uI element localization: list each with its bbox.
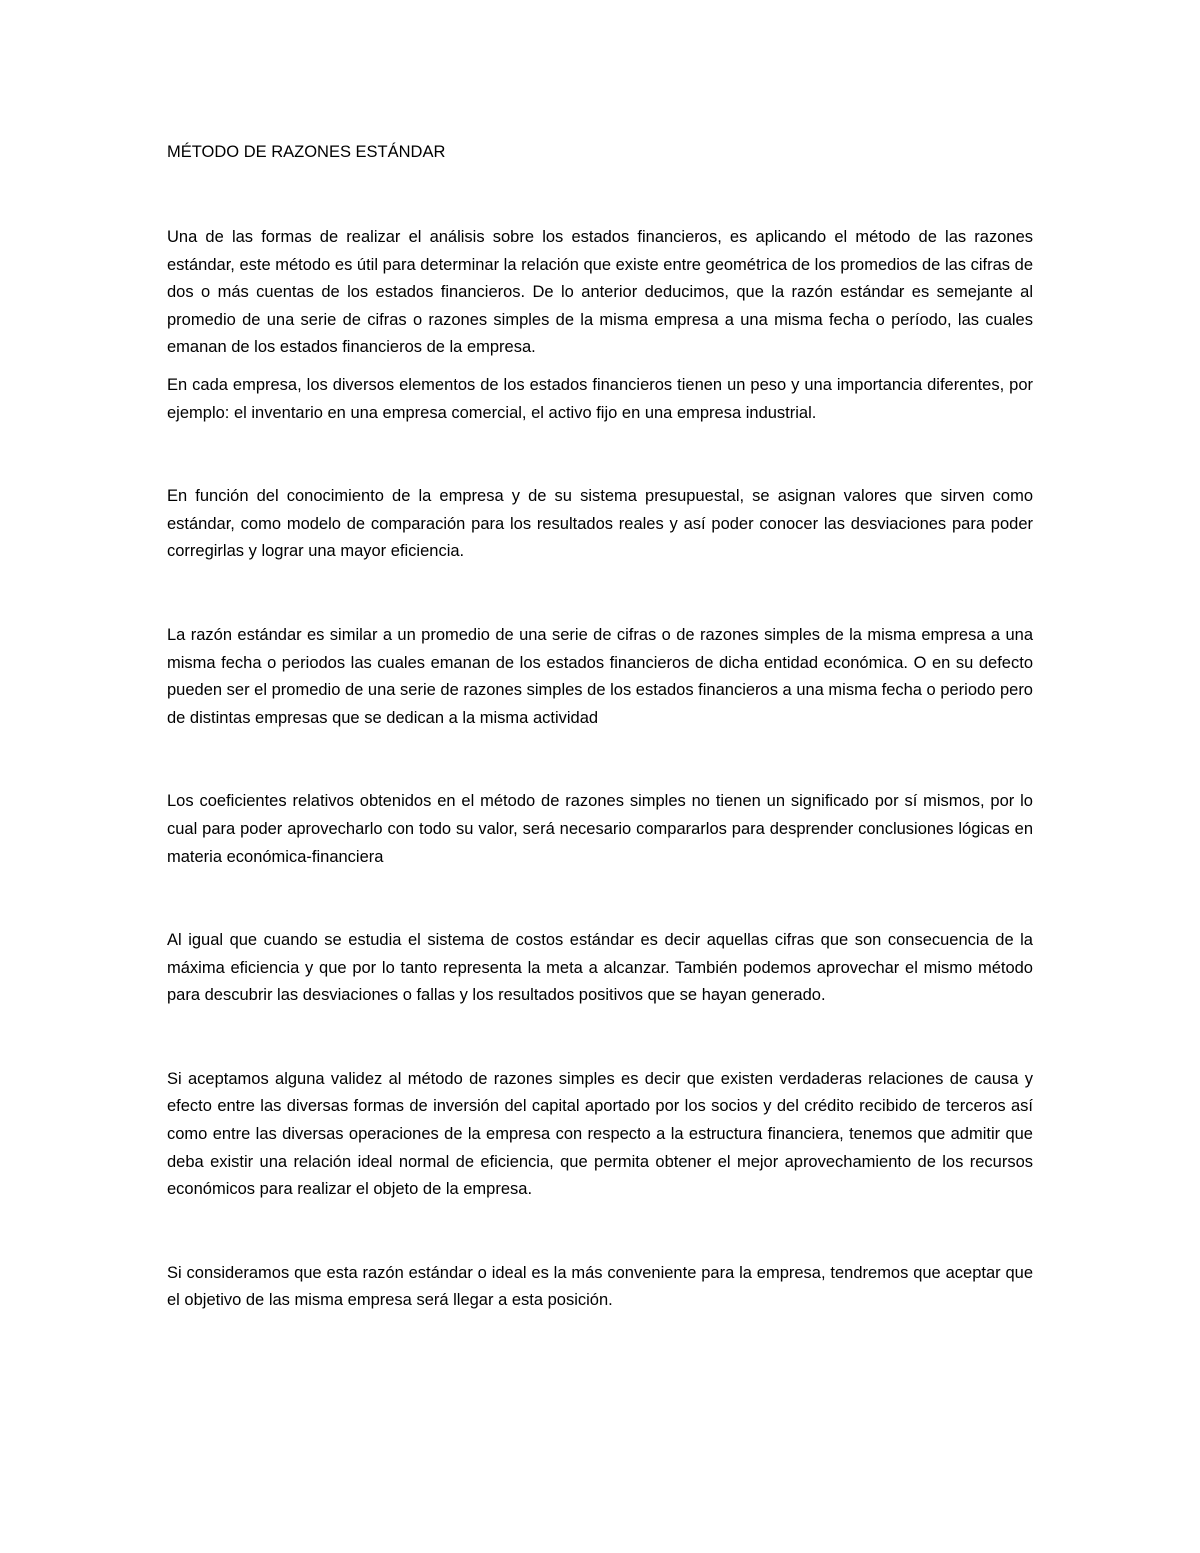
document-body	[167, 138, 1033, 1315]
paragraph-3: En función del conocimiento de la empresa y de su sistema presupuestal, se asignan valores que sirven como estándar, como modelo de comparación para los resultados reales y así poder conocer las desviaciones para poder corregirlas y lograr una mayor eficiencia.	[167, 487, 1033, 561]
document-title: MÉTODO DE RAZONES ESTÁNDAR	[167, 143, 446, 161]
paragraph-5: Los coeficientes relativos obtenidos en el método de razones simples no tienen un significado por sí mismos, por lo cual para poder aprovecharlo con todo su valor, será necesario compararlos para desprender conclusiones lógicas en materia económica-financiera	[167, 792, 1033, 866]
paragraph-4: La razón estándar es similar a un promedio de una serie de cifras o de razones simples de la misma empresa a una misma fecha o periodos las cuales emanan de los estados financieros de dicha entidad económica. O en su defecto pueden ser el promedio de una serie de razones simples de los estados financieros a una misma fecha o periodo pero de distintas empresas que se dedican a la misma actividad	[167, 625, 1033, 727]
paragraph-7: Si aceptamos alguna validez al método de razones simples es decir que existen verdaderas relaciones de causa y efecto entre las diversas formas de inversión del capital aportado por los socios y del crédito recibido de terceros así como entre las diversas operaciones de la empresa con respecto a la estructura financiera, tenemos que admitir que deba existir una relación ideal normal de eficiencia, que permita obtener el mejor aprovechamiento de los recursos económicos para realizar el objeto de la empresa.	[167, 1069, 1033, 1199]
paragraph-6: Al igual que cuando se estudia el sistema de costos estándar es decir aquellas cifras que son consecuencia de la máxima eficiencia y que por lo tanto representa la meta a alcanzar. También podemos aprovechar el mismo método para descubrir las desviaciones o fallas y los resultados positivos que se hayan generado.	[167, 931, 1033, 1005]
paragraph-8: Si consideramos que esta razón estándar o ideal es la más conveniente para la empresa, tendremos que aceptar que el objetivo de las misma empresa será llegar a esta posición.	[167, 1263, 1033, 1310]
paragraph-2: En cada empresa, los diversos elementos de los estados financieros tienen un peso y una importancia diferentes, por ejemplo: el inventario en una empresa comercial, el activo fijo en una empresa industrial.	[167, 375, 1033, 422]
paragraph-1: Una de las formas de realizar el análisis sobre los estados financieros, es aplicando el método de las razones estándar, este método es útil para determinar la relación que existe entre geométrica de los promedios de las cifras de dos o más cuentas de los estados financieros. De lo anterior deducimos, que la razón estándar es semejante al promedio de una serie de cifras o razones simples de la misma empresa a una misma fecha o período, las cuales emanan de los estados financieros de la empresa.	[167, 228, 1033, 357]
